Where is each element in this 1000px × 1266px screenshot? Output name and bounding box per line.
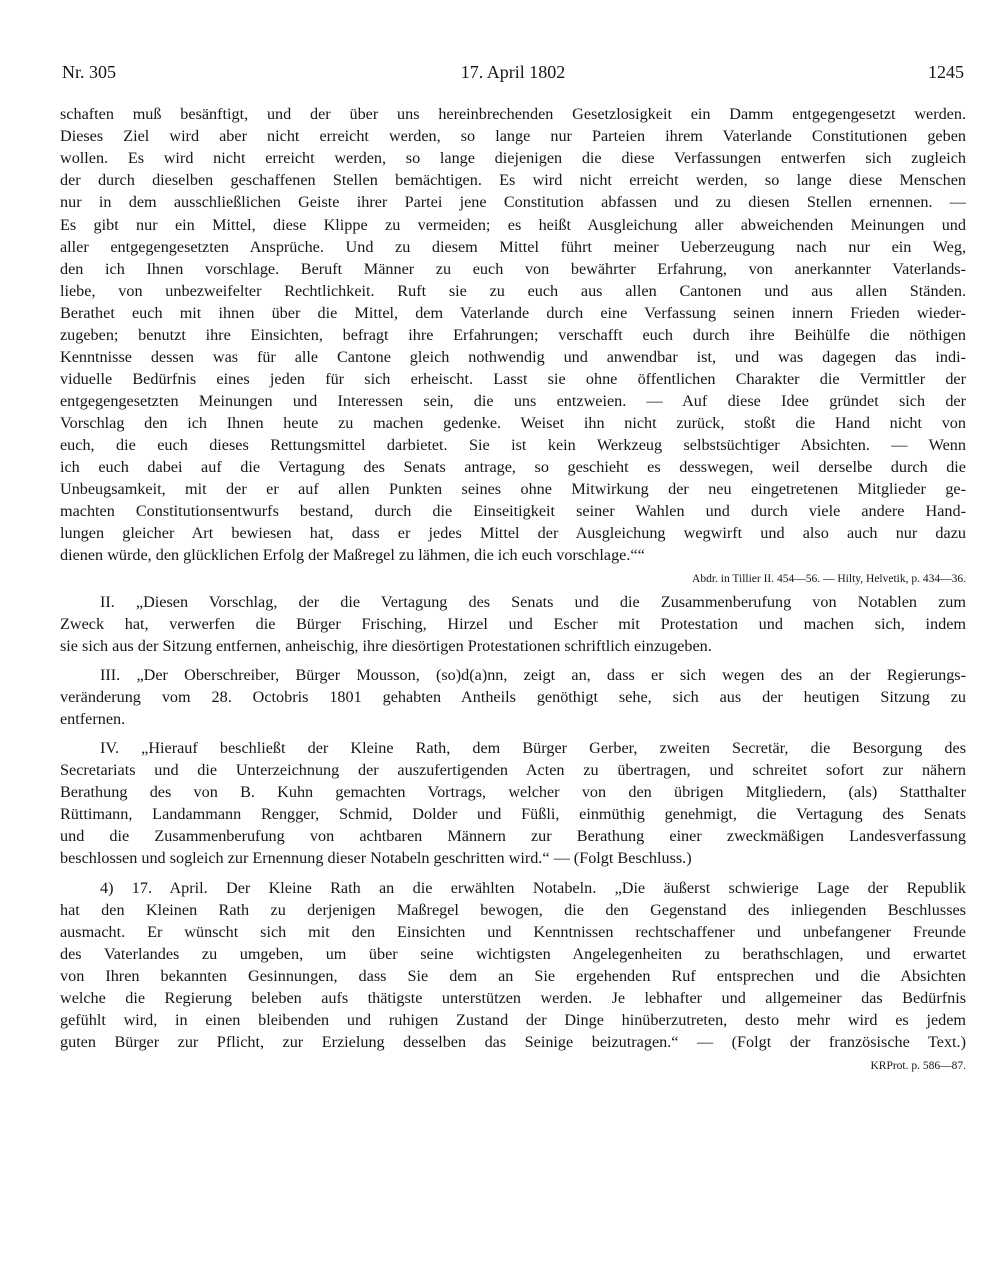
text-line: entfernen. xyxy=(60,710,126,728)
text-line: machten Constitutionsentwurfs bestand, durch die Einseitigkeit seiner Wahlen und durch viele andere Hand- xyxy=(60,502,966,520)
text-line: sie sich aus der Sitzung entfernen, anheischig, ihre diesörtigen Protestationen schriftlich einzugeben. xyxy=(60,637,712,655)
text-line: guten Bürger zur Pflicht, zur Erzielung desselben das Seinige beizutragen.“ — (Folgt der französische Text.) xyxy=(60,1033,966,1051)
text-line: lungen gleicher Art bewiesen hat, dass er jedes Mittel der Ausgleichung wegwirft und also auch nur dazu xyxy=(60,524,966,542)
text-line: aller entgegengesetzten Ansprüche. Und zu diesem Mittel führt meiner Ueberzeugung nach nur ein Weg, xyxy=(60,238,966,256)
text-line: II. „Diesen Vorschlag, der die Vertagung des Senats und die Zusammenberufung von Notablen zum xyxy=(100,593,966,611)
text-line: 4) 17. April. Der Kleine Rath an die erwählten Notabeln. „Die äußerst schwierige Lage der Republik xyxy=(100,879,966,897)
text-line: dienen würde, den glücklichen Erfolg der Maßregel zu lähmen, die ich euch vorschlage.““ xyxy=(60,546,645,564)
document-number: Nr. 305 xyxy=(62,62,116,82)
text-line: Secretariats und die Unterzeichnung der auszufertigenden Acten zu übertragen, und schreitet sofort zur nähern xyxy=(60,761,966,779)
text-line: Kenntnisse dessen was für alle Cantone gleich nothwendig und anwendbar ist, und was dagegen das indi- xyxy=(60,348,966,366)
text-line: Zweck hat, verwerfen die Bürger Frisching, Hirzel und Escher mit Protestation und machen sich, indem xyxy=(60,615,966,633)
text-line: nur in dem ausschließlichen Geiste ihrer Partei jene Constitution abfassen und zu diesen Stellen ernennen. — xyxy=(60,193,966,211)
text-line: beschlossen und sogleich zur Ernennung dieser Notabeln geschritten wird.“ — (Folgt Beschluss.) xyxy=(60,849,692,867)
text-line: Berathung des von B. Kuhn gemachten Vortrags, welcher von den übrigen Mitgliedern, (als) Statthalter xyxy=(60,783,966,801)
citation: Abdr. in Tillier II. 454—56. — Hilty, Helvetik, p. 434—36. xyxy=(692,573,966,585)
text-line: schaften muß besänftigt, und der über uns hereinbrechenden Gesetzlosigkeit ein Damm entgegengesetzt werden. xyxy=(60,105,966,123)
text-line: Berathet euch mit ihnen über die Mittel, dem Vaterlande durch eine Verfassung seinen innern Frieden wieder- xyxy=(60,304,966,322)
text-line: entgegengesetzten Meinungen und Interessen sein, die uns entzweien. — Auf diese Idee gründet sich der xyxy=(60,392,966,410)
text-line: Unbeugsamkeit, mit der er auf allen Punkten seines ohne Mitwirkung der neu eingetretenen Mitglieder ge- xyxy=(60,480,966,498)
text-line: Vorschlag den ich Ihnen heute zu machen gedenke. Weiset ihn nicht zurück, stoßt die Hand nicht von xyxy=(60,414,966,432)
text-line: ausmacht. Er wünscht sich mit den Einsichten und Kenntnissen rechtschaffener und unbefangener Freunde xyxy=(60,923,966,941)
text-line: von Ihren bekannten Gesinnungen, dass Sie dem an Sie ergehenden Ruf entsprechen und die Absichten xyxy=(60,967,966,985)
text-line: welche die Regierung beleben aufs thätigste unterstützen werden. Je lebhafter und allgemeiner das Bedürfnis xyxy=(60,989,966,1007)
text-line: der durch dieselben geschaffenen Stellen bemächtigen. Es wird nicht erreicht werden, so lange diese Menschen xyxy=(60,171,966,189)
text-line: III. „Der Oberschreiber, Bürger Mousson, (so)d(a)nn, zeigt an, dass er sich wegen des an der Regierungs- xyxy=(100,666,966,684)
document-date: 17. April 1802 xyxy=(460,62,566,82)
text-line: zugeben; benutzt ihre Einsichten, befragt ihre Erfahrungen; verschafft euch durch ihre Beihülfe die nöthigen xyxy=(60,326,966,344)
text-line: Dieses Ziel wird aber nicht erreicht werden, so lange nur Parteien ihrem Vaterlande Constitutionen geben xyxy=(60,127,966,145)
text-line: und die Zusammenberufung von achtbaren Männern zur Berathung einer zweckmäßigen Landesverfassung xyxy=(60,827,966,845)
text-line: gefühlt wird, in einen bleibenden und ruhigen Zustand der Dinge hinüberzutreten, desto mehr wird es jedem xyxy=(60,1011,966,1029)
text-line: ich euch dabei auf die Vertagung des Senats antrage, so geschieht es desswegen, weil derselbe durch die xyxy=(60,458,966,476)
text-line: hat den Kleinen Rath zu derjenigen Maßregel bewogen, die den Gegenstand des inliegenden Beschlusses xyxy=(60,901,966,919)
text-line: des Vaterlandes zu umgeben, um über seine wichtigsten Angelegenheiten zu berathschlagen, und erwartet xyxy=(60,945,966,963)
text-line: liebe, von unbezweifelter Rechtlichkeit. Ruft sie zu euch aus allen Cantonen und aus allen Ständen. xyxy=(60,282,966,300)
page-header xyxy=(62,62,964,90)
text-line: viduelle Bedürfnis eines jeden für sich erheischt. Lasst sie ohne öffentlichen Charakter die Vermittler der xyxy=(60,370,966,388)
text-line: den ich Ihnen vorschlage. Beruft Männer zu euch von bewährter Erfahrung, von anerkannter Vaterlands- xyxy=(60,260,966,278)
text-line: veränderung vom 28. Octobris 1801 gehabten Antheils genöthigt sehe, sich aus der heutigen Sitzung zu xyxy=(60,688,966,706)
page-number: 1245 xyxy=(928,62,964,82)
text-line: IV. „Hierauf beschließt der Kleine Rath, dem Bürger Gerber, zweiten Secretär, die Besorgung des xyxy=(100,739,966,757)
text-line: wollen. Es wird nicht erreicht werden, so lange diejenigen die diese Verfassungen entwerfen sich zugleich xyxy=(60,149,966,167)
text-line: Es gibt nur ein Mittel, diese Klippe zu vermeiden; es heißt Ausgleichung aller abweichenden Meinungen und xyxy=(60,216,966,234)
text-line: Rüttimann, Landammann Rengger, Schmid, Dolder und Füßli, einmüthig genehmigt, die Vertagung des Senats xyxy=(60,805,966,823)
text-line: euch, die euch dieses Rettungsmittel darbietet. Sie ist kein Werkzeug selbstsüchtiger Absichten. — Wenn xyxy=(60,436,966,454)
citation: KRProt. p. 586—87. xyxy=(870,1060,966,1072)
